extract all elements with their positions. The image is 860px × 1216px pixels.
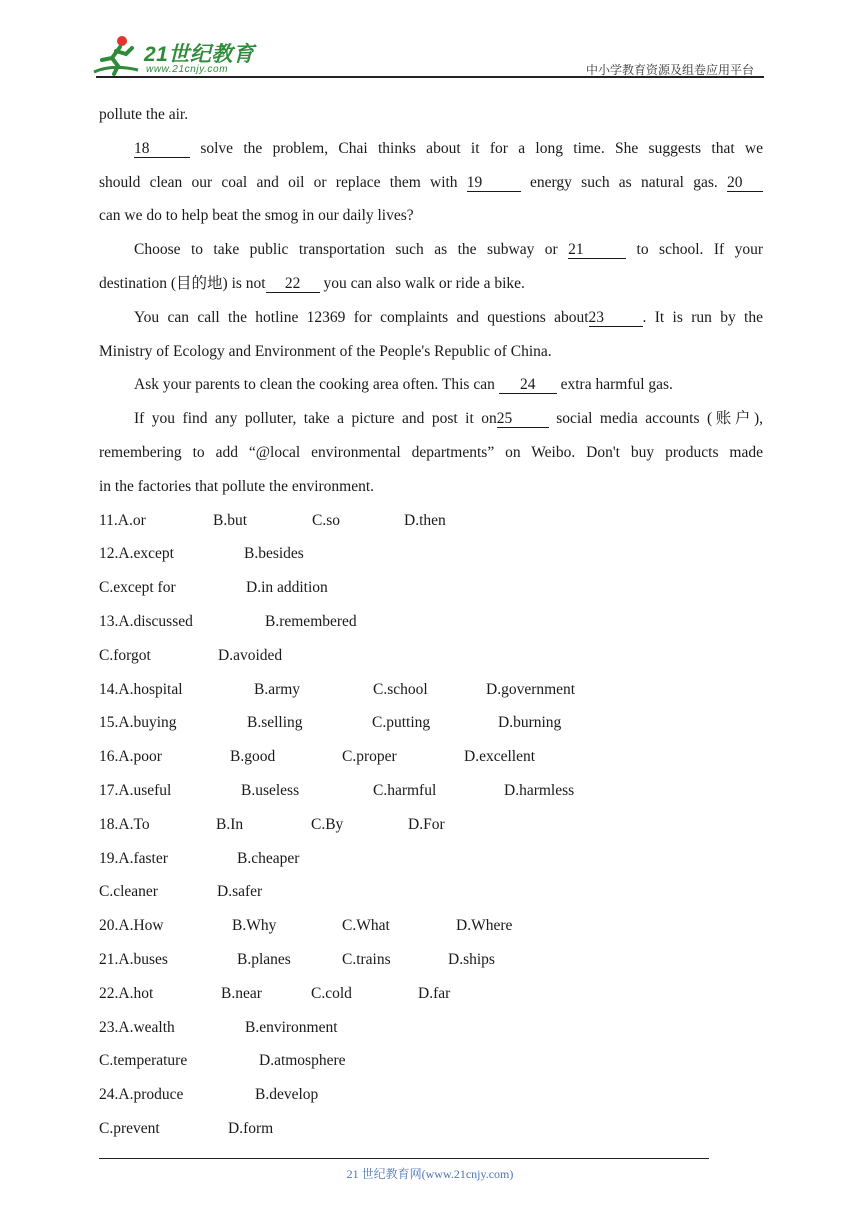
blank-18: 18: [134, 140, 190, 158]
passage-line: If you find any polluter, take a picture and post it on25 social media accounts (账户),: [134, 410, 763, 428]
footer-divider: [99, 1158, 709, 1159]
option-row-19a: 19.A.faster B.cheaper: [99, 849, 300, 867]
option-row-20: 20.A.How B.Why C.What D.Where: [99, 917, 513, 935]
option-row-14: 14.A.hospital B.army C.school D.government: [99, 680, 576, 698]
option-row-12a: 12.A.except B.besides: [99, 545, 304, 563]
option-row-13a: 13.A.discussed B.remembered: [99, 612, 357, 630]
option-row-18: 18.A.To B.In C.By D.For: [99, 815, 445, 833]
site-logo: [92, 34, 262, 80]
option-row-16: 16.A.poor B.good C.proper D.excellent: [99, 748, 536, 766]
passage-line: You can call the hotline 12369 for complaints and questions about23 . It is run by the: [134, 308, 763, 326]
option-row-13b: C.forgot D.avoided: [99, 646, 283, 664]
passage-line: can we do to help beat the smog in our daily lives?: [99, 207, 414, 225]
option-row-23b: C.temperature D.atmosphere: [99, 1052, 346, 1070]
option-row-24a: 24.A.produce B.develop: [99, 1086, 319, 1104]
blank-21: 21: [568, 241, 626, 259]
platform-tagline: 中小学教育资源及组卷应用平台: [585, 63, 754, 77]
passage-line: destination (目的地) is not 22 you can also walk or ride a bike.: [99, 274, 525, 292]
document-body: [99, 98, 763, 1146]
option-row-21: 21.A.buses B.planes C.trains D.ships: [99, 950, 495, 968]
option-row-24b: C.prevent D.form: [99, 1119, 274, 1137]
passage-line: remembering to add “@local environmental departments” on Weibo. Don't buy products made: [99, 443, 763, 461]
passage-line: should clean our coal and oil or replace them with 19 energy such as natural gas. 20: [99, 166, 763, 200]
blank-25: 25: [497, 410, 549, 428]
footer-link[interactable]: 21 世纪教育网(www.21cnjy.com): [346, 1167, 514, 1181]
option-row-23a: 23.A.wealth B.environment: [99, 1018, 338, 1036]
brand-url: www.21cnjy.com: [146, 64, 229, 75]
passage-line: 18 solve the problem, Chai thinks about it for a long time. She suggests that we: [134, 139, 764, 157]
passage-line: Ask your parents to clean the cooking area often. This can 24 extra harmful gas.: [134, 376, 673, 394]
option-row-11: 11.A.or B.but C.so D.then: [99, 511, 446, 529]
option-row-22: 22.A.hot B.near C.cold D.far: [99, 984, 451, 1002]
blank-20: 20: [727, 174, 763, 192]
option-row-19b: C.cleaner D.safer: [99, 883, 263, 901]
option-row-17: 17.A.useful B.useless C.harmful D.harmless: [99, 781, 575, 799]
header-divider: [96, 76, 764, 78]
passage-line: Ministry of Ecology and Environment of the People's Republic of China.: [99, 342, 552, 360]
blank-24: 24: [499, 376, 557, 394]
passage-line: Choose to take public transportation such as the subway or 21 to school. If your: [134, 241, 763, 259]
blank-22: 22: [266, 275, 320, 293]
blank-19: 19: [467, 174, 521, 192]
passage-line: in the factories that pollute the environment.: [99, 477, 375, 495]
blank-23: 23: [589, 309, 643, 327]
brand-name: 21世纪教育: [144, 43, 255, 66]
passage-line: pollute the air.: [99, 106, 189, 123]
option-row-15: 15.A.buying B.selling C.putting D.burning: [99, 714, 562, 732]
runner-logo-icon: [92, 34, 142, 78]
option-row-12b: C.except for D.in addition: [99, 579, 328, 597]
